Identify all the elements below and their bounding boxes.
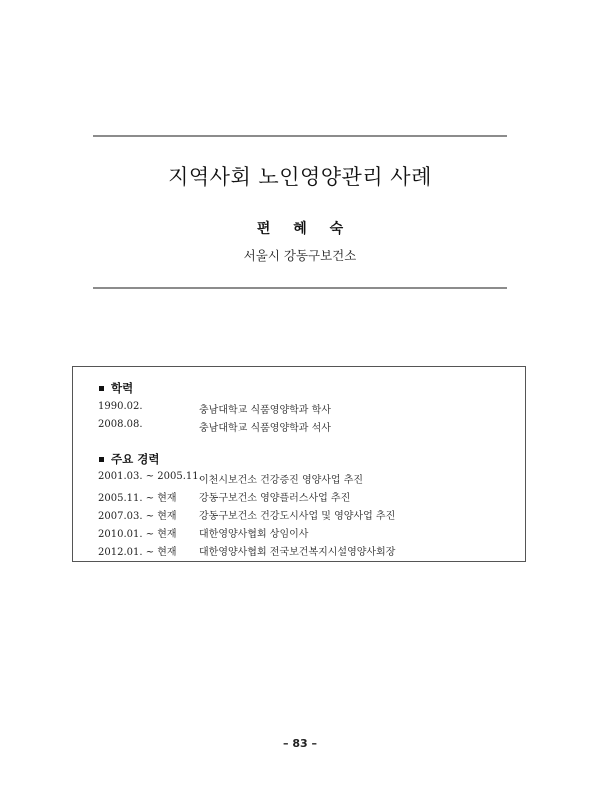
author-affiliation: 서울시 강동구보건소 xyxy=(243,248,357,263)
education-heading-label: 학력 xyxy=(111,381,134,395)
education-entry xyxy=(98,419,331,434)
page-number: – 83 – xyxy=(283,737,317,750)
education-entry xyxy=(98,401,331,416)
entry-date: 2007.03. ~ 현재 xyxy=(98,511,177,522)
square-bullet-icon xyxy=(99,457,104,462)
career-heading xyxy=(99,451,159,467)
entry-description: 이천시보건소 건강증진 영양사업 추진 xyxy=(199,475,364,486)
entry-description: 강동구보건소 영양플러스사업 추진 xyxy=(199,493,351,504)
entry-date: 2005.11. ~ 현재 xyxy=(98,493,177,504)
career-entry xyxy=(98,489,350,504)
entry-description: 충남대학교 식품영양학과 학사 xyxy=(199,405,331,416)
entry-date: 2012.01. ~ 현재 xyxy=(98,547,177,558)
bottom-divider xyxy=(93,287,507,289)
page-title: 지역사회 노인영양관리 사례 xyxy=(168,165,432,189)
career-entry xyxy=(98,543,395,558)
entry-date: 2010.01. ~ 현재 xyxy=(98,529,177,540)
entry-description: 대한영양사협회 상임이사 xyxy=(199,529,309,540)
education-heading xyxy=(99,380,133,396)
top-divider xyxy=(93,135,507,137)
entry-description: 강동구보건소 건강도시사업 및 영양사업 추진 xyxy=(199,511,396,522)
profile-box xyxy=(72,366,526,562)
entry-description: 충남대학교 식품영양학과 석사 xyxy=(199,423,331,434)
author-name: 편 혜 숙 xyxy=(256,221,353,237)
square-bullet-icon xyxy=(99,386,104,391)
career-entry xyxy=(98,507,395,522)
career-entry xyxy=(98,525,308,540)
career-entry xyxy=(98,471,363,486)
entry-date: 2001.03. ~ 2005.11. xyxy=(98,471,202,482)
entry-description: 대한영양사협회 전국보건복지시설영양사회장 xyxy=(199,547,396,558)
entry-date: 1990.02. xyxy=(98,401,143,412)
career-heading-label: 주요 경력 xyxy=(111,452,160,466)
entry-date: 2008.08. xyxy=(98,419,143,430)
